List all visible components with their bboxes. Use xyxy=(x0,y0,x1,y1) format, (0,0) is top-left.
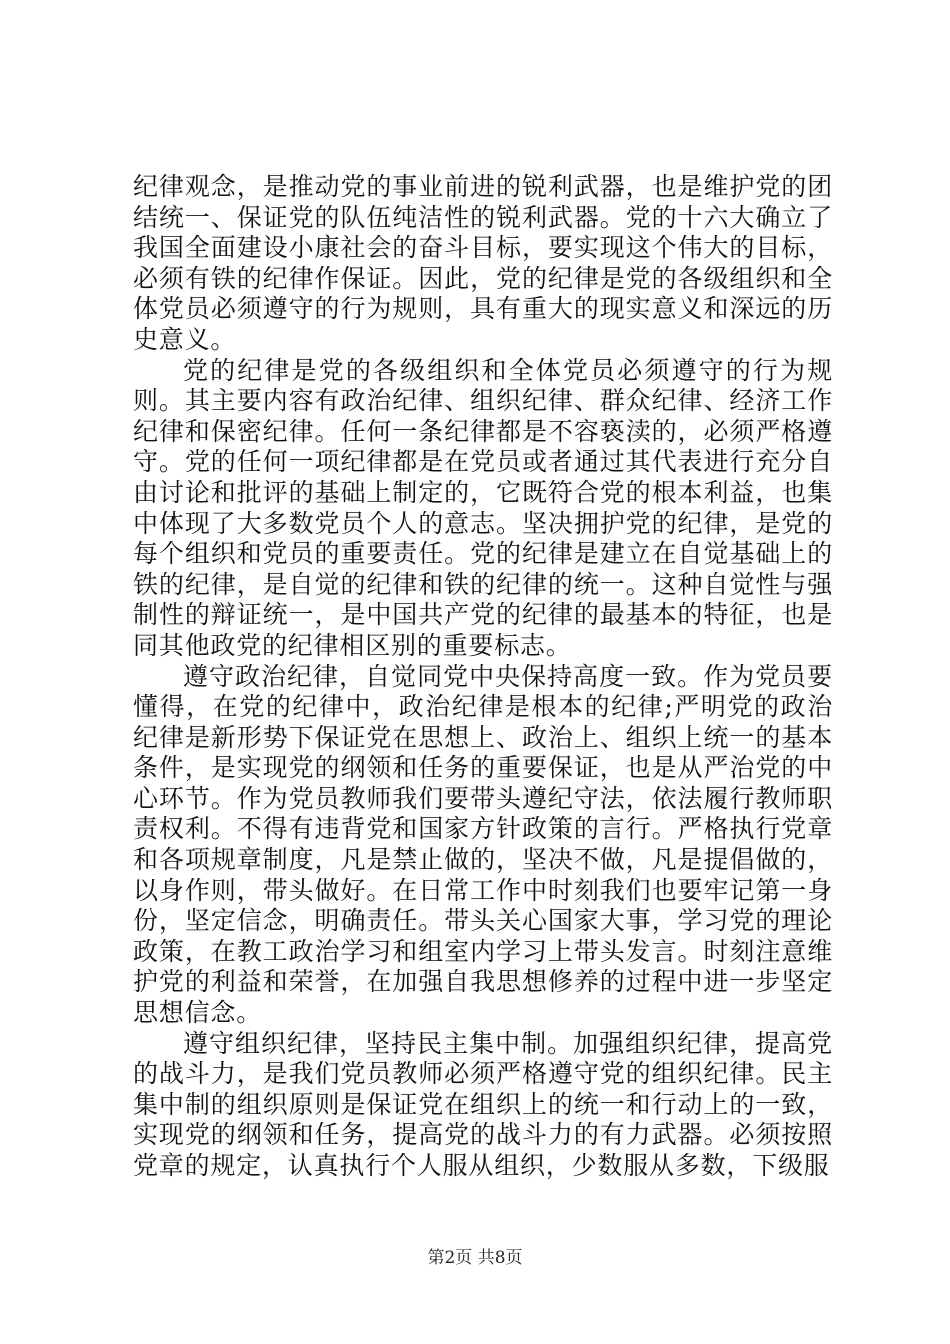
document-body xyxy=(133,172,833,1182)
page-number-footer: 第2页 共8页 xyxy=(427,1248,523,1268)
paragraph-continuation: 纪律观念，是推动党的事业前进的锐利武器，也是维护党的团结统一、保证党的队伍纯洁性的锐利武器。党的十六大确立了我国全面建设小康社会的奋斗目标，要实现这个伟大的目标，必须有铁的纪律作保证。因此，党的纪律是党的各级组织和全体党员必须遵守的行为规则，具有重大的现实意义和深远的历史意义。 xyxy=(133,172,833,354)
paragraph-political-discipline: 遵守政治纪律，自觉同党中央保持高度一致。作为党员要懂得，在党的纪律中，政治纪律是根本的纪律;严明党的政治纪律是新形势下保证党在思想上、政治上、组织上统一的基本条件，是实现党的纲领和任务的重要保证，也是从严治党的中心环节。作为党员教师我们要带头遵纪守法，依法履行教师职责权利。不得有违背党和国家方针政策的言行。严格执行党章和各项规章制度，凡是禁止做的，坚决不做，凡是提倡做的，以身作则，带头做好。在日常工作中时刻我们也要牢记第一身份，坚定信念，明确责任。带头关心国家大事，学习党的理论政策，在教工政治学习和组室内学习上带头发言。时刻注意维护党的利益和荣誉，在加强自我思想修养的过程中进一步坚定思想信念。 xyxy=(133,661,833,1028)
paragraph-party-discipline: 党的纪律是党的各级组织和全体党员必须遵守的行为规则。其主要内容有政治纪律、组织纪律、群众纪律、经济工作纪律和保密纪律。任何一条纪律都是不容亵渎的，必须严格遵守。党的任何一项纪律都是在党员或者通过其代表进行充分自由讨论和批评的基础上制定的，它既符合党的根本利益，也集中体现了大多数党员个人的意志。坚决拥护党的纪律，是党的每个组织和党员的重要责任。党的纪律是建立在自觉基础上的铁的纪律，是自觉的纪律和铁的纪律的统一。这种自觉性与强制性的辩证统一，是中国共产党的纪律的最基本的特征，也是同其他政党的纪律相区别的重要标志。 xyxy=(133,355,833,660)
paragraph-organizational-discipline: 遵守组织纪律，坚持民主集中制。加强组织纪律，提高党的战斗力，是我们党员教师必须严格遵守党的组织纪律。民主集中制的组织原则是保证党在组织上的统一和行动上的一致，实现党的纲领和任务，提高党的战斗力的有力武器。必须按照党章的规定，认真执行个人服从组织，少数服从多数，下级服 xyxy=(133,1028,833,1180)
